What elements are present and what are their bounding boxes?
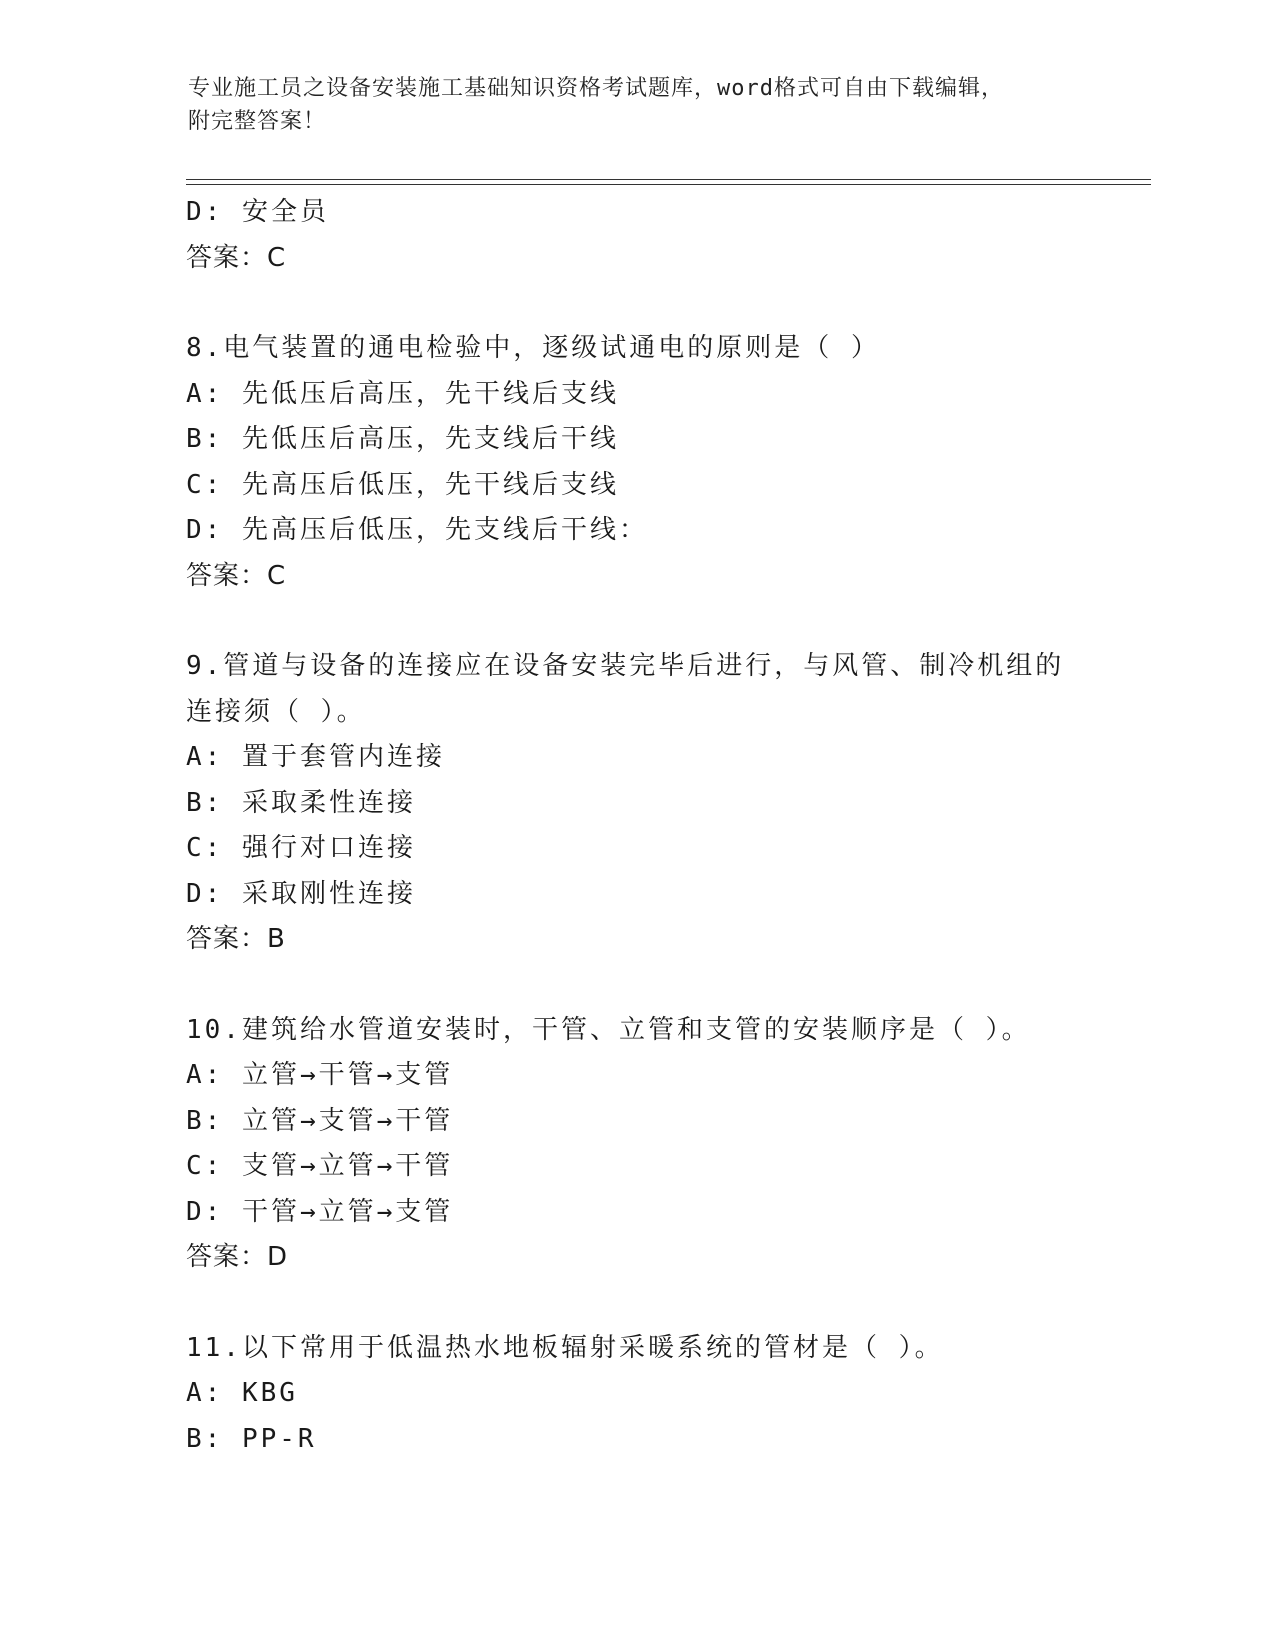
document-header xyxy=(188,72,1068,138)
question-block xyxy=(186,644,1106,963)
question-block xyxy=(186,1008,1106,1281)
answer-option: B: 立管→支管→干管 xyxy=(186,1105,454,1136)
answer-option: A: 置于套管内连接 xyxy=(186,742,445,772)
answer-option: A: KBG xyxy=(186,1378,298,1408)
answer-option: B: 采取柔性连接 xyxy=(186,787,416,818)
block-spacer xyxy=(186,281,1106,326)
answer-option: C: 支管→立管→干管 xyxy=(186,1151,454,1181)
question-stem: 8.电气装置的通电检验中，逐级试通电的原则是（ ） xyxy=(186,333,880,363)
answer-option: A: 先低压后高压，先干线后支线 xyxy=(186,378,619,409)
answer-option: B: PP-R xyxy=(186,1423,317,1454)
answer-option: C: 先高压后低压，先干线后支线 xyxy=(186,469,619,500)
header-line-1: 专业施工员之设备安装施工基础知识资格考试题库，word格式可自由下载编辑， xyxy=(188,76,1004,101)
answer-option: C: 强行对口连接 xyxy=(186,833,416,863)
block-spacer xyxy=(186,963,1106,1008)
block-spacer xyxy=(186,599,1106,644)
answer-key: 答案：B xyxy=(186,924,286,954)
question-stem: 10.建筑给水管道安装时，干管、立管和支管的安装顺序是（ ）。 xyxy=(186,1014,1031,1045)
question-block xyxy=(186,326,1106,599)
header-divider-top xyxy=(186,179,1151,180)
question-list xyxy=(186,190,1106,1462)
header-line-2: 附完整答案！ xyxy=(188,109,327,134)
answer-key: 答案：C xyxy=(186,242,287,273)
question-block xyxy=(186,1326,1106,1463)
answer-option: B: 先低压后高压，先支线后干线 xyxy=(186,424,619,454)
block-spacer xyxy=(186,1281,1106,1326)
answer-key: 答案：D xyxy=(186,1242,289,1272)
question-block xyxy=(186,190,1106,281)
question-stem: 11.以下常用于低温热水地板辐射采暖系统的管材是（ ）。 xyxy=(186,1332,944,1363)
answer-option: D: 安全员 xyxy=(186,197,329,227)
answer-option: D: 干管→立管→支管 xyxy=(186,1196,454,1227)
question-stem: 9.管道与设备的连接应在设备安装完毕后进行，与风管、制冷机组的 xyxy=(186,651,1065,681)
answer-key: 答案：C xyxy=(186,560,287,591)
answer-option: A: 立管→干管→支管 xyxy=(186,1060,454,1090)
answer-option: D: 采取刚性连接 xyxy=(186,878,416,909)
header-divider-bottom xyxy=(186,184,1151,185)
question-stem: 连接须（ ）。 xyxy=(186,696,366,727)
answer-option: D: 先高压后低压，先支线后干线： xyxy=(186,515,648,545)
